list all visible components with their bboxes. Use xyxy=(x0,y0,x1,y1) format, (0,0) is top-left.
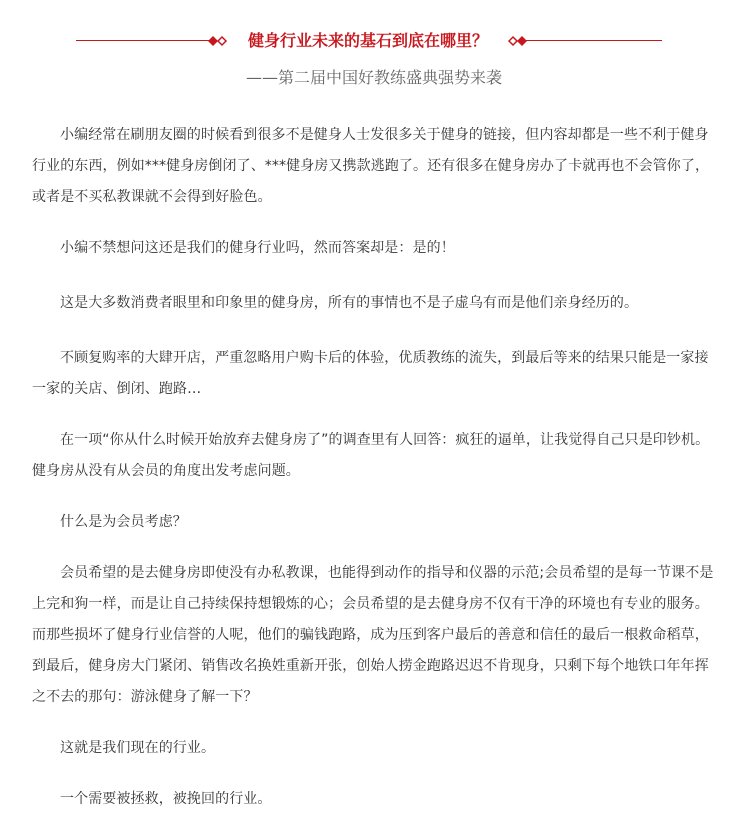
article-paragraph: 在一项“你从什么时候开始放弃去健身房了”的调查里有人回答：疯狂的逼单，让我觉得自己只是印钞机。健身房从没有从会员的角度出发考虑问题。 xyxy=(32,432,710,479)
article-paragraph: 会员希望的是去健身房即使没有办私教课，也能得到动作的指导和仪器的示范;会员希望的是每一节课不是上完和狗一样，而是让自己持续保持想锻炼的心；会员希望的是去健身房不仅有干净的环境也有专业的服务。而那些损坏了健身行业信誉的人呢，他们的骗钱跑路，成为压到客户最后的善意和信任的最后一根救命稻草，到最后，健身房大门紧闭、销售改名换姓重新开张，创始人捞金跑路迟迟不肯现身，只剩下每个地铁口年年挥之不去的那句：游泳健身了解一下？ xyxy=(32,565,714,705)
title-rule-right xyxy=(526,40,662,41)
article-paragraph: 这就是我们现在的行业。 xyxy=(60,740,216,756)
article-paragraph: 小编经常在刷朋友圈的时候看到很多不是健身人士发很多关于健身的链接，但内容却都是一些不利于健身行业的东西，例如***健身房倒闭了、***健身房又携款逃跑了。还有很多在健身房办了卡就再也不会管你了，或者是不买私教课就不会得到好脸色。 xyxy=(32,127,710,205)
article-paragraph: 什么是为会员考虑？ xyxy=(60,514,187,530)
article-paragraph: 小编不禁想问这还是我们的健身行业吗，然而答案却是：是的！ xyxy=(60,240,455,256)
page-subtitle: ——第二届中国好教练盛典强势来袭 xyxy=(246,68,503,87)
article-paragraph: 一个需要被拯救，被挽回的行业。 xyxy=(60,791,272,807)
title-rule-left xyxy=(76,40,210,41)
article-paragraph: 这是大多数消费者眼里和印象里的健身房，所有的事情也不是子虚乌有而是他们亲身经历的。 xyxy=(60,295,639,311)
title-row xyxy=(0,26,754,56)
diamond-ornament-icon xyxy=(505,34,527,48)
diamond-ornament-icon xyxy=(208,34,230,48)
page-title: 健身行业未来的基石到底在哪里？ xyxy=(247,31,488,50)
article-paragraph: 不顾复购率的大肆开店，严重忽略用户购卡后的体验，优质教练的流失，到最后等来的结果只能是一家接一家的关店、倒闭、跑路… xyxy=(32,350,709,397)
article-body xyxy=(32,120,722,815)
